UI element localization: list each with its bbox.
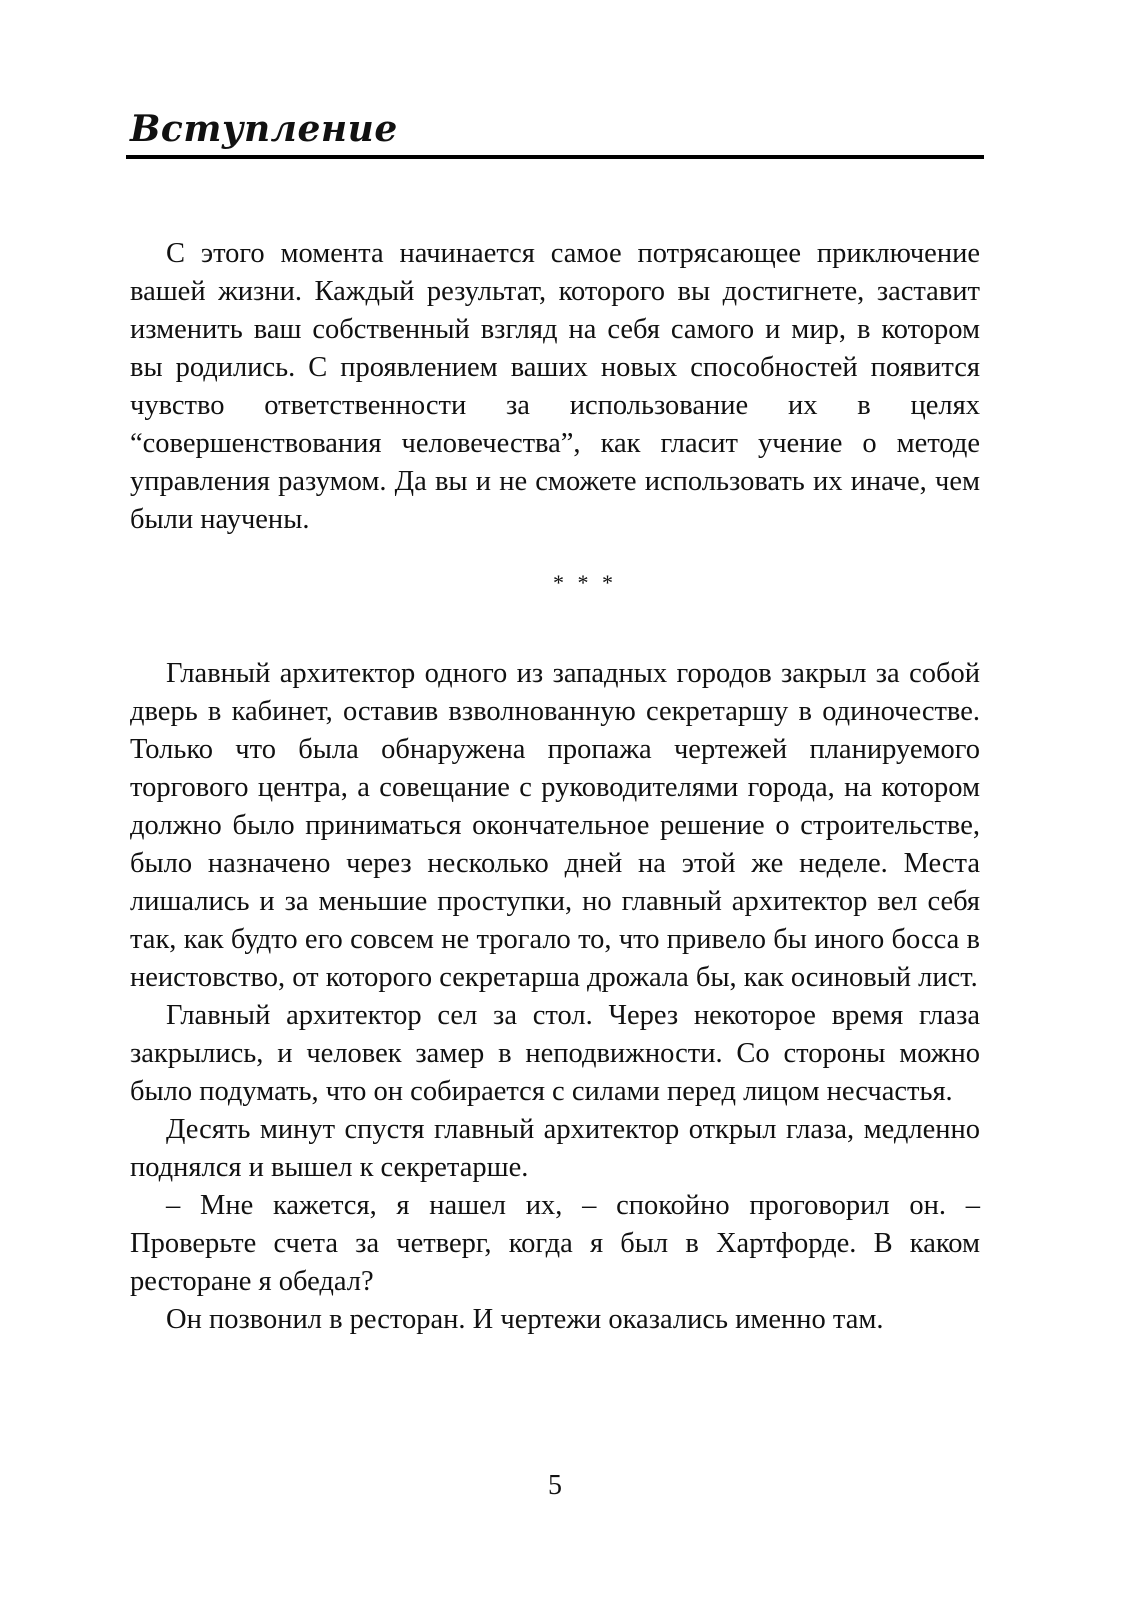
paragraph: Главный архитектор сел за стол. Через некоторое время глаза закрылись, и человек замер в неподвижности. Со стороны можно было подумать, что он собирается с силами перед лицом несчастья. <box>130 1000 980 1107</box>
paragraph: Он позвонил в ресторан. И чертежи оказались именно там. <box>166 1304 884 1335</box>
paragraph: Десять минут спустя главный архитектор открыл глаза, медленно поднялся и вышел к секретарше. <box>130 1114 980 1183</box>
intro-section <box>130 235 980 539</box>
paragraph: С этого момента начинается самое потрясающее приключение вашей жизни. Каждый результат, которого вы достигнете, заставит изменить ваш собственный взгляд на себя самого и мир, в котором вы родились. С проявлением ваших новых способностей появится чувство ответственности за использование их в целях “совершенствования человечества”, как гласит учение о методе управления разумом. Да вы и не сможете использовать их иначе, чем были научены. <box>130 238 980 535</box>
chapter-title: Вступление <box>130 108 398 150</box>
paragraph: Главный архитектор одного из западных городов закрыл за собой дверь в кабинет, оставив взволнованную секретаршу в одиночестве. Только что была обнаружена пропажа чертежей планируемого торгового центра, а совещание с руководителями города, на котором должно было приниматься окончательное решение о строительстве, было назначено через несколько дней на этой же неделе. Места лишались и за меньшие проступки, но главный архитектор вел себя так, как будто его совсем не трогало то, что привело бы иного босса в неистовство, от которого секретарша дрожала бы, как осиновый лист. <box>130 658 980 993</box>
title-underline <box>126 155 984 159</box>
section-separator: * * * <box>553 570 617 595</box>
story-section <box>130 655 980 1339</box>
paragraph: – Мне кажется, я нашел их, – спокойно проговорил он. – Проверьте счета за четверг, когда я был в Хартфорде. В каком ресторане я обедал? <box>130 1190 980 1297</box>
page-number: 5 <box>548 1470 562 1501</box>
